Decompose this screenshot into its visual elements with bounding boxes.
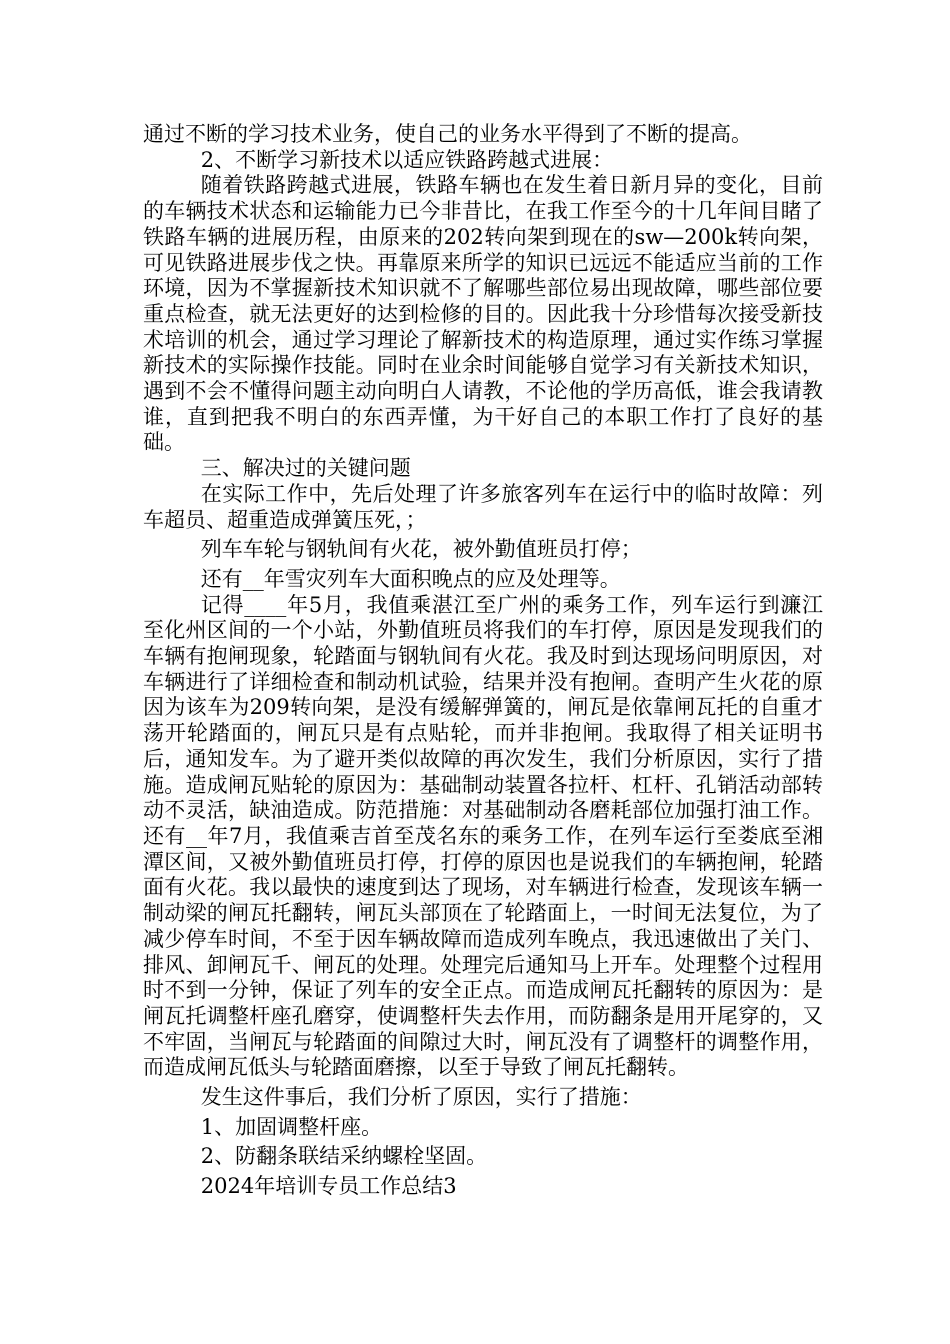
document-body: [143, 122, 823, 1200]
paragraph-continuation: 通过不断的学习技术业务，使自己的业务水平得到了不断的提高。: [143, 122, 752, 146]
section-heading-new-tech: 2、不断学习新技术以适应铁路跨越式进展：: [200, 147, 614, 172]
list-item-measure-1: 1、加固调整杆座。: [200, 1114, 383, 1139]
paragraph-new-tech: 随着铁路跨越式进展，铁路车辆也在发生着日新月异的变化，目前的车辆技术状态和运输能力已今非昔比，在我工作至今的十几年间目睹了铁路车辆的进展历程，由原来的202转向架到现在的sw—200k转向架，可见铁路进展步伐之快。再靠原来所学的知识已远远不能适应当前的工作环境，因为不掌握新技术知识就不了解哪些部位易出现故障，哪些部位要重点检查，就无法更好的达到检修的目的。因此我十分珍惜每次接受新技术培训的机会，通过学习理论了解新技术的构造原理，通过实作练习掌握新技术的实际操作技能。同时在业余时间能够自觉学习有关新技术知识，遇到不会不懂得问题主动向明白人请教，不论他的学历高低，谁会我请教谁，直到把我不明白的东西弄懂，为干好自己的本职工作打了良好的基础。: [143, 173, 823, 455]
paragraph-faults-intro: 在实际工作中，先后处理了许多旅客列车在运行中的临时故障：列车超员、超重造成弹簧压死，；: [143, 481, 823, 532]
section-heading-key-problems: 三、解决过的关键问题: [200, 456, 411, 481]
paragraph-snow-disaster: 还有__年雪灾列车大面积晚点的应及处理等。: [200, 566, 621, 591]
section-title-summary-3: 2024年培训专员工作总结3: [200, 1174, 457, 1199]
paragraph-incident-account: 记得____年5月，我值乘湛江至广州的乘务工作，列车运行到濂江至化州区间的一个小站，外勤值班员将我们的车打停，原因是发现我们的车辆有抱闸现象，轮踏面与钢轨间有火花。我及时到达现场问明原因，对车辆进行了详细检查和制动机试验，结果并没有抱闸。查明产生火花的原因为该车为209转向架，是没有缓解弹簧的，闸瓦是依靠闸瓦托的自重才荡开轮踏面的，闸瓦只是有点贴轮，而并非抱闸。我取得了相关证明书后，通知发车。为了避开类似故障的再次发生，我们分析原因，实行了措施。造成闸瓦贴轮的原因为：基础制动装置各拉杆、杠杆、孔销活动部转动不灵活，缺油造成。防范措施：对基础制动各磨耗部位加强打油工作。还有__年7月，我值乘吉首至茂名东的乘务工作，在列车运行至娄底至湘潭区间，又被外勤值班员打停，打停的原因也是说我们的车辆抱闸，轮踏面有火花。我以最快的速度到达了现场，对车辆进行检查，发现该车辆一制动梁的闸瓦托翻转，闸瓦头部顶在了轮踏面上，一时间无法复位，为了减少停车时间，不至于因车辆故障而造成列车晚点，我迅速做出了关门、排风、卸闸瓦千、闸瓦的处理。处理完后通知马上开车。处理整个过程用时不到一分钟，保证了列车的安全正点。而造成闸瓦托翻转的原因为：是闸瓦托调整杆座孔磨穿，使调整杆失去作用，而防翻条是用开尾穿的，又不牢固，当闸瓦与轮踏面的间隙过大时，闸瓦没有了调整杆的调整作用，而造成闸瓦低头与轮踏面磨擦，以至于导致了闸瓦托翻转。: [143, 592, 823, 1080]
list-item-measure-2: 2、防翻条联结采纳螺栓坚固。: [200, 1144, 488, 1169]
paragraph-wheel-sparks: 列车车轮与钢轨间有火花，被外勤值班员打停；: [200, 537, 642, 562]
paragraph-measures-intro: 发生这件事后，我们分析了原因，实行了措施：: [200, 1085, 642, 1110]
